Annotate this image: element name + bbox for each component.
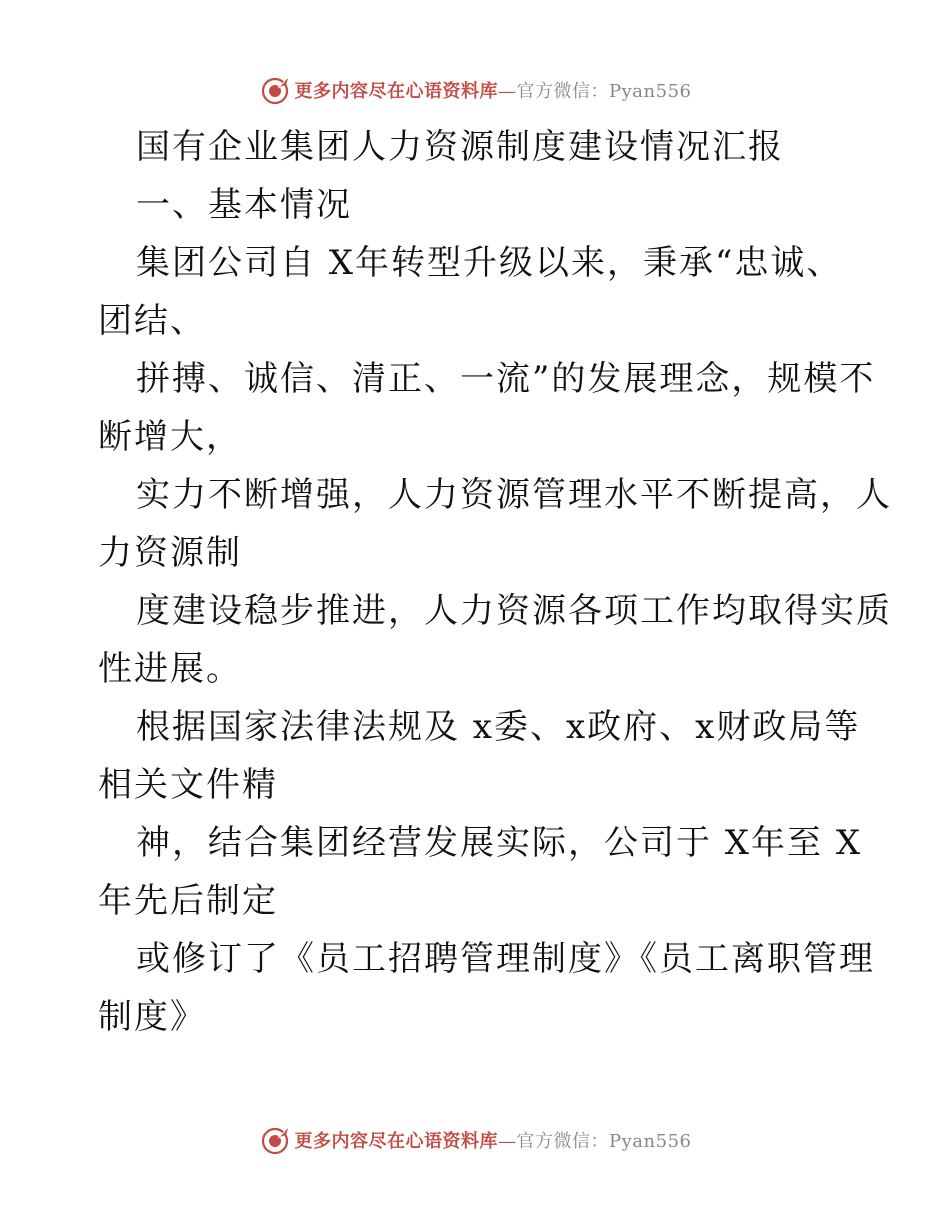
document-line: 实力不断增强，人力资源管理水平不断提高，人: [136, 475, 892, 515]
footer-banner: [0, 1120, 950, 1160]
quill-pen-logo-icon: [259, 74, 291, 106]
header-banner-inner: [259, 74, 692, 106]
brand-text: 更多内容尽在心语资料库: [294, 1131, 499, 1152]
document-line: 断增大，: [98, 417, 242, 457]
document-line: 拼搏、诚信、清正、一流”的发展理念，规模不: [136, 359, 876, 399]
document-line: 神，结合集团经营发展实际，公司于 X年至 X: [136, 823, 863, 863]
footer-banner-text: [295, 1127, 692, 1153]
document-line: 相关文件精: [98, 765, 278, 805]
header-banner: [0, 70, 950, 110]
document-line: 年先后制定: [98, 881, 278, 921]
document-line: 或修订了《员工招聘管理制度》《员工离职管理: [136, 939, 875, 979]
banner-dash: —: [498, 1131, 517, 1152]
contact-id: Pyan556: [609, 1131, 692, 1152]
document-line: 性进展。: [98, 649, 242, 689]
brand-text: 更多内容尽在心语资料库: [294, 81, 499, 102]
document-line: 一、基本情况: [136, 185, 352, 225]
contact-label: 官方微信：: [516, 1131, 610, 1152]
contact-label: 官方微信：: [516, 81, 610, 102]
document-line: 度建设稳步推进，人力资源各项工作均取得实质: [136, 591, 892, 631]
header-banner-text: [295, 77, 692, 103]
document-line: 根据国家法律法规及 x委、x政府、x财政局等: [136, 707, 861, 747]
document-line: 力资源制: [98, 533, 242, 573]
document-line: 集团公司自 X年转型升级以来，秉承“忠诚、: [136, 243, 843, 283]
document-line: 团结、: [98, 301, 206, 341]
footer-banner-inner: [259, 1124, 692, 1156]
contact-id: Pyan556: [609, 81, 692, 102]
quill-pen-logo-icon: [259, 1124, 291, 1156]
document-line: 制度》: [98, 997, 206, 1037]
document-line: 国有企业集团人力资源制度建设情况汇报: [136, 127, 784, 167]
banner-dash: —: [498, 81, 517, 102]
document-body: [98, 118, 892, 1046]
